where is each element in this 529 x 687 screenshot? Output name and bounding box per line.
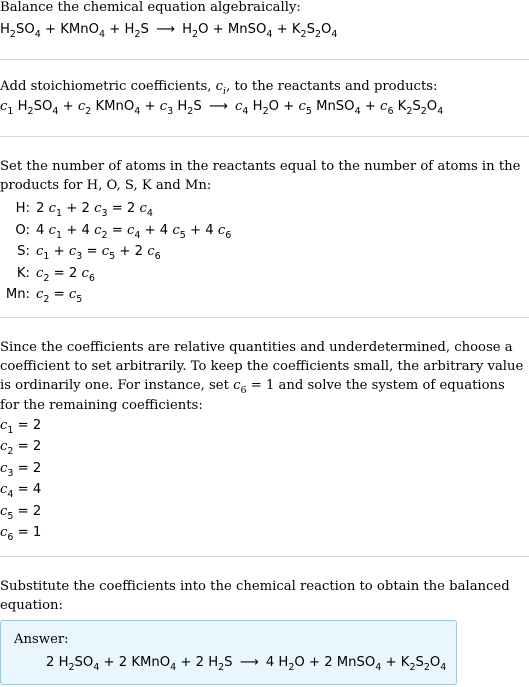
atom-row-k: K: $c_2 = 2$ $c_6$ — [16, 265, 95, 284]
step2-intro: Add stoichiometric coefficients, $c_i$, to the reactants and products: — [0, 79, 438, 97]
solution-c2: $c_2 = 2$ — [0, 439, 42, 458]
balanced-equation: 2 $H_2SO_4 + 2$ KMnO$_4$ + 2 $H_2S$ ⟶ 4 $H_2O + 2$ MnSO$_4$ + $K_2S_2O_4$ — [46, 655, 447, 673]
step1-intro: Balance the chemical equation algebraically: — [0, 0, 301, 15]
atom-row-o: O: 4 $c_1 + 4$ $c_2 = c_4 + 4$ $c_5 + 4$ $c_6$ — [15, 222, 232, 241]
answer-box — [0, 620, 457, 685]
step3-intro: Set the number of atoms in the reactants equal to the number of atoms in the products for H, O, S, K and Mn: — [0, 159, 521, 193]
coefficient-equation: $c_1$ $H_2SO_4 + c_2$ KMnO$_4$ + $c_3$ $H_2S$ ⟶ $c_4$ $H_2O + c_5$ MnSO$_4$ + $c_6$ $K_2S_2O_4$ — [0, 99, 444, 117]
solution-c3: $c_3 = 2$ — [0, 460, 42, 479]
solution-c1: $c_1 = 2$ — [0, 418, 42, 436]
divider — [0, 556, 529, 557]
atom-row-mn: Mn: $c_2 = c_5$ — [5, 287, 83, 305]
answer-label: Answer: — [14, 632, 69, 647]
solution-c6: $c_6 = 1$ — [0, 525, 42, 544]
solution-c4: $c_4 = 4$ — [0, 482, 42, 501]
solution-c5: $c_5 = 2$ — [0, 503, 42, 522]
atom-equations — [0, 199, 231, 307]
divider — [0, 59, 529, 60]
solution-list — [0, 416, 41, 544]
divider — [0, 136, 529, 137]
divider — [0, 317, 529, 318]
unbalanced-equation: $H_2SO_4$ + KMnO$_4$ + $H_2S$ ⟶ $H_2O$ + MnSO$_4$ + $K_2S_2O_4$ — [0, 22, 338, 40]
step5-intro: Substitute the coefficients into the chemical reaction to obtain the balanced equation: — [0, 579, 510, 613]
atom-row-h: H: 2 $c_1 + 2$ $c_3 = 2$ $c_4$ — [15, 201, 153, 219]
step4-intro: Since the coefficients are relative quantities and underdetermined, choose a coefficient to set arbitrarily. To keep the coefficients small, the arbitrary value is ordinarily one. For instance, set $c_6 = 1$ and solve the system of equations for the remaining coefficients: — [0, 340, 524, 413]
atom-row-s: S: $c_1 + c_3 = c_5 + 2$ $c_6$ — [17, 244, 161, 262]
